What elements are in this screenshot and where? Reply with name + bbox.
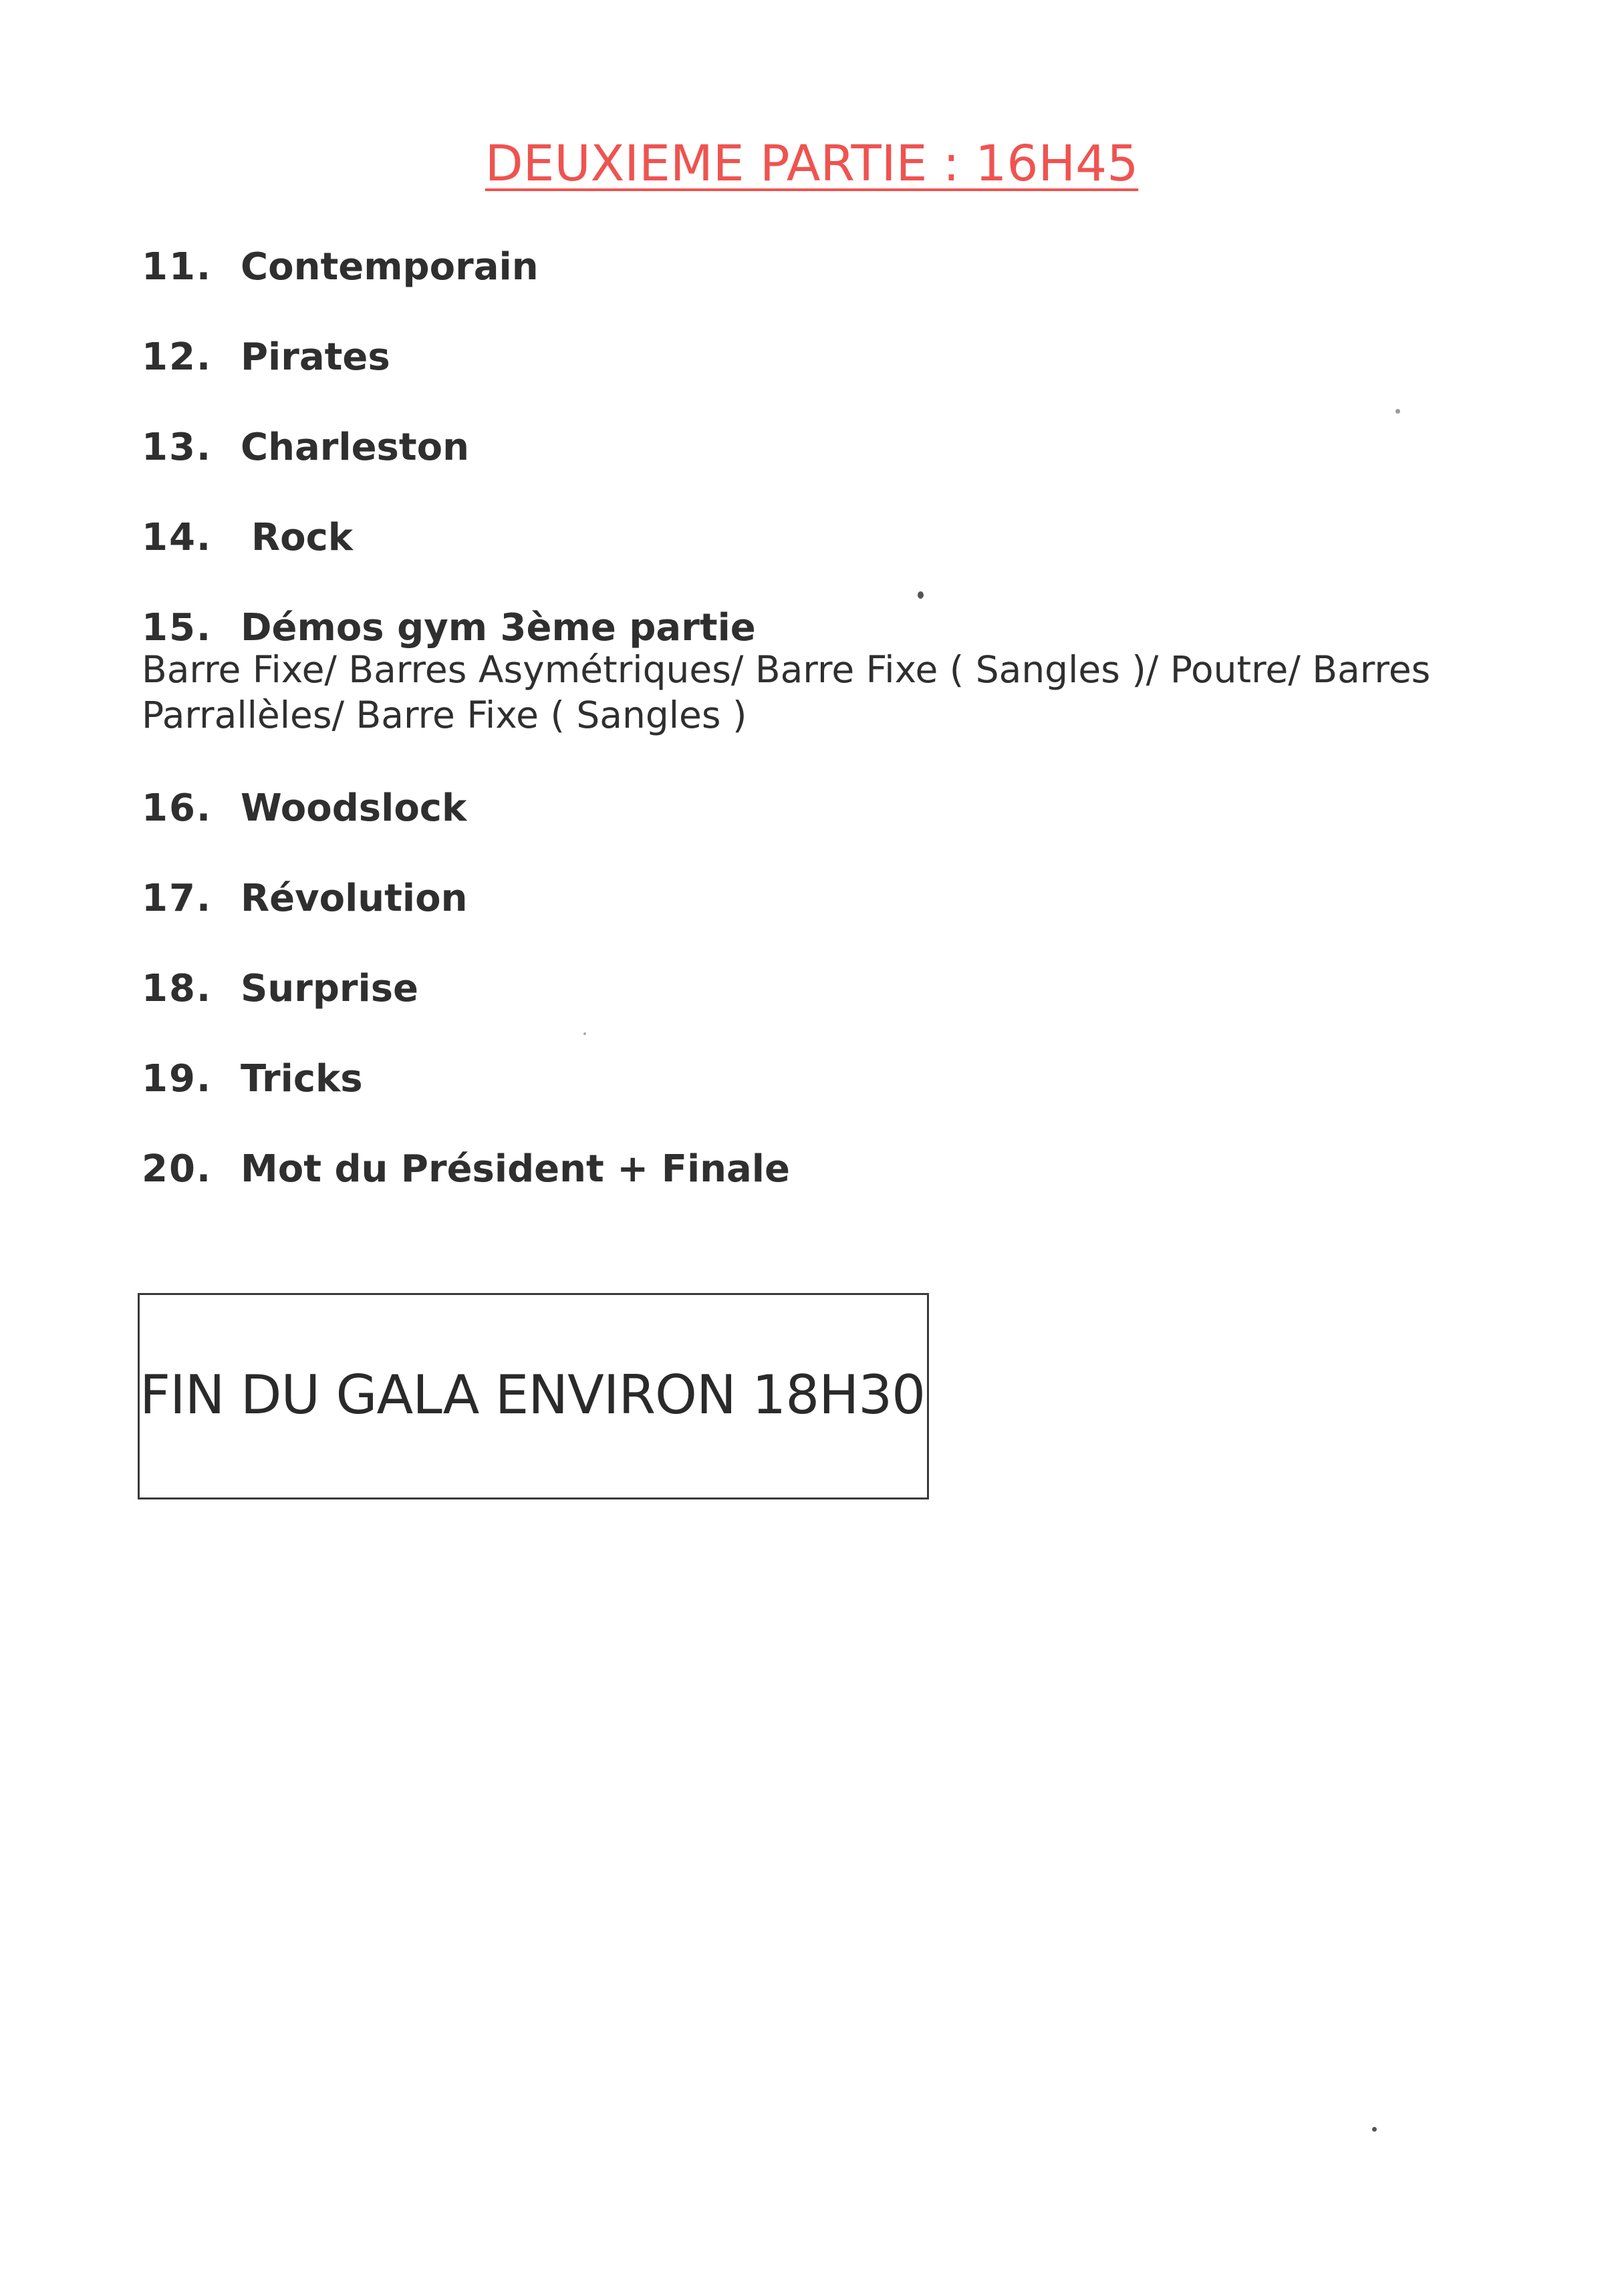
item-number: 18. — [142, 967, 213, 1010]
end-time-text: FIN DU GALA ENVIRON 18H30 — [140, 1364, 926, 1426]
item-title: Charleston — [241, 426, 469, 469]
item-number: 16. — [142, 786, 213, 830]
scan-speck — [583, 1032, 586, 1035]
item-number: 19. — [142, 1057, 213, 1101]
item-title: Contemporain — [241, 245, 539, 289]
scan-speck — [1372, 2127, 1377, 2132]
list-item — [142, 421, 469, 474]
item-number: 20. — [142, 1147, 213, 1191]
item-title: Révolution — [241, 877, 468, 920]
list-item — [142, 872, 467, 925]
list-item — [142, 331, 390, 384]
item-title: Démos gym 3ème partie — [241, 606, 756, 650]
end-time-box — [138, 1293, 929, 1499]
scan-speck — [1395, 409, 1400, 414]
item-title: Surprise — [241, 967, 419, 1010]
item-number: 12. — [142, 335, 213, 379]
page-title — [0, 130, 1610, 197]
item-title: Pirates — [241, 335, 390, 379]
item-number: 14. — [142, 516, 213, 559]
item-number: 17. — [142, 877, 213, 920]
item-15-details: Barre Fixe/ Barres Asymétriques/ Barre Fixe ( Sangles )/ Poutre/ Barres Parrallèles/ Barre Fixe ( Sangles ) — [142, 648, 1431, 736]
item-number: 15. — [142, 606, 213, 650]
list-item — [142, 782, 466, 835]
item-title: Mot du Président + Finale — [241, 1147, 790, 1191]
item-title: Tricks — [241, 1057, 363, 1101]
item-title: Rock — [251, 516, 354, 559]
list-item — [142, 962, 418, 1016]
item-number: 11. — [142, 245, 213, 289]
page-title-text: DEUXIEME PARTIE : 16H45 — [485, 135, 1139, 192]
list-item — [142, 1052, 363, 1106]
item-number: 13. — [142, 426, 213, 469]
list-item — [142, 241, 539, 294]
scan-speck — [918, 591, 924, 599]
list-item — [142, 511, 353, 565]
list-item — [142, 1143, 790, 1196]
item-title: Woodslock — [241, 786, 467, 830]
